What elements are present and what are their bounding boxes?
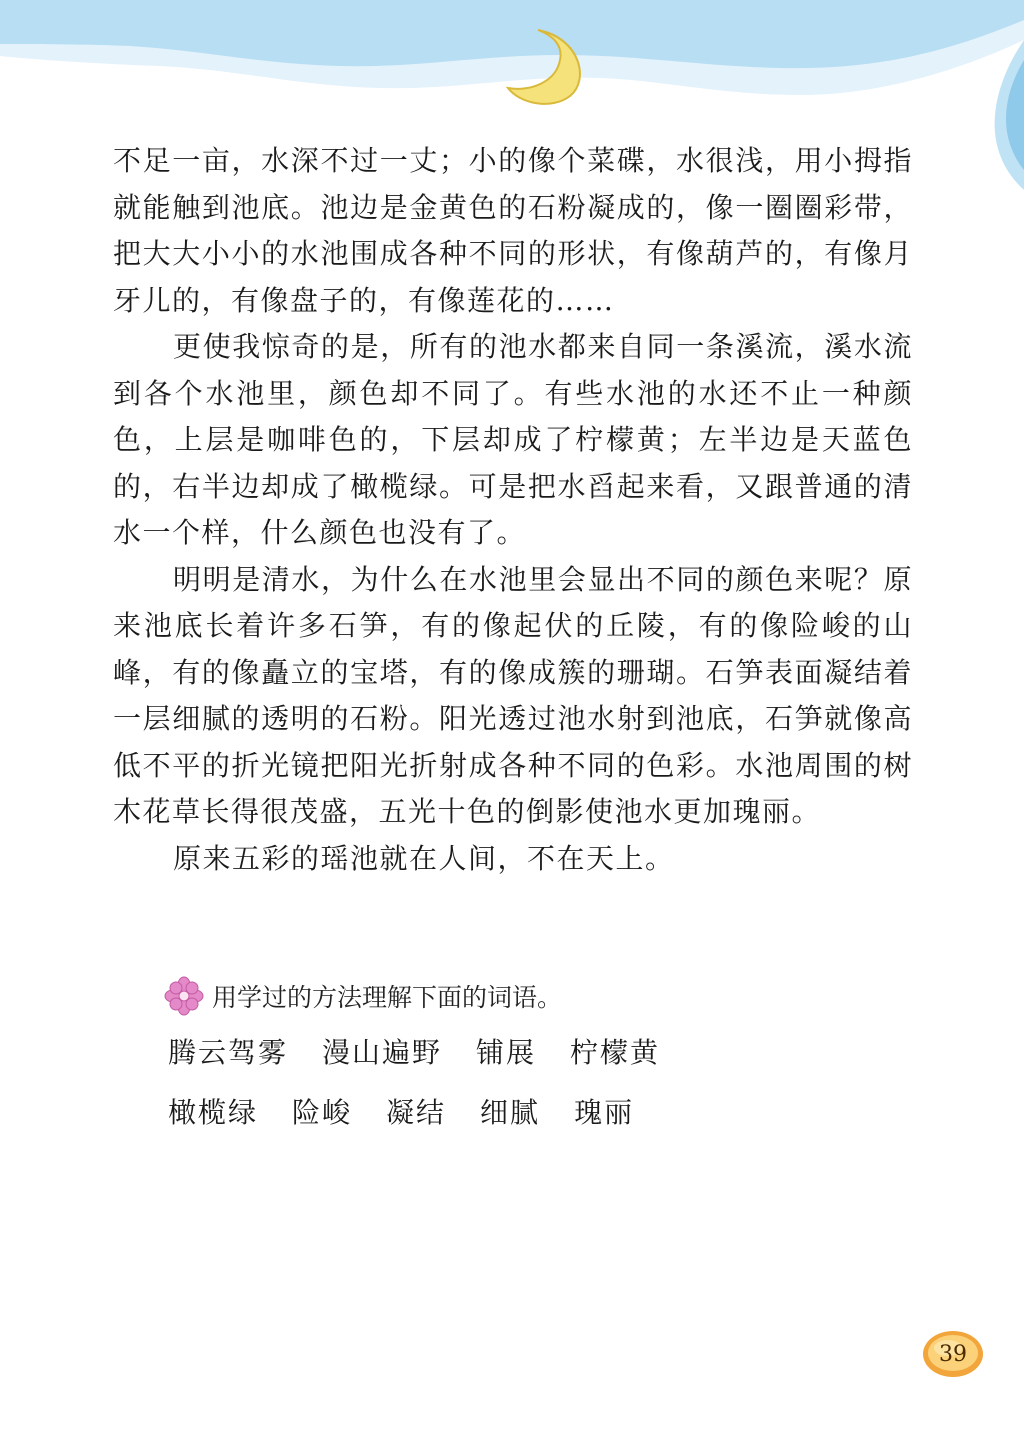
vocab-word: 橄榄绿	[168, 1096, 259, 1129]
vocabulary-row-2	[168, 1090, 908, 1136]
vocab-word: 瑰丽	[574, 1096, 635, 1129]
vocab-word: 腾云驾雾	[168, 1036, 289, 1069]
exercise-title	[168, 976, 908, 1016]
exercise-instruction: 用学过的方法理解下面的词语。	[212, 983, 563, 1012]
vocab-word: 铺展	[476, 1036, 537, 1069]
page-number: 39	[939, 1341, 967, 1367]
exercise-section	[168, 976, 908, 1136]
paragraph-4: 原来五彩的瑶池就在人间，不在天上。	[173, 841, 675, 875]
vocab-word: 险峻	[292, 1096, 353, 1129]
paragraph-2: 更使我惊奇的是，所有的池水都来自同一条溪流，溪水流到各个水池里，颜色却不同了。有些水池的水还不止一种颜色，上层是咖啡色的，下层却成了柠檬黄；左半边是天蓝色的，右半边却成了橄榄绿。可是把水舀起来看，又跟普通的清水一个样，什么颜色也没有了。	[113, 330, 913, 549]
flower-icon	[164, 976, 204, 1016]
vocab-word: 柠檬黄	[570, 1036, 661, 1069]
vocab-word: 细腻	[480, 1096, 541, 1129]
article-body	[113, 138, 913, 882]
vocab-word: 凝结	[386, 1096, 447, 1129]
vocab-word: 漫山遍野	[322, 1036, 443, 1069]
paragraph-1: 不足一亩，水深不过一丈；小的像个菜碟，水很浅，用小拇指就能触到池底。池边是金黄色的石粉凝成的，像一圈圈彩带，把大大小小的水池围成各种不同的形状，有像葫芦的，有像月牙儿的，有像盘子的，有像莲花的……	[113, 144, 913, 317]
vocabulary-row-1	[168, 1030, 908, 1076]
paragraph-3: 明明是清水，为什么在水池里会显出不同的颜色来呢？原来池底长着许多石笋，有的像起伏的丘陵，有的像险峻的山峰，有的像矗立的宝塔，有的像成簇的珊瑚。石笋表面凝结着一层细腻的透明的石粉。阳光透过池水射到池底，石笋就像高低不平的折光镜把阳光折射成各种不同的色彩。水池周围的树木花草长得很茂盛，五光十色的倒影使池水更加瑰丽。	[113, 562, 913, 828]
